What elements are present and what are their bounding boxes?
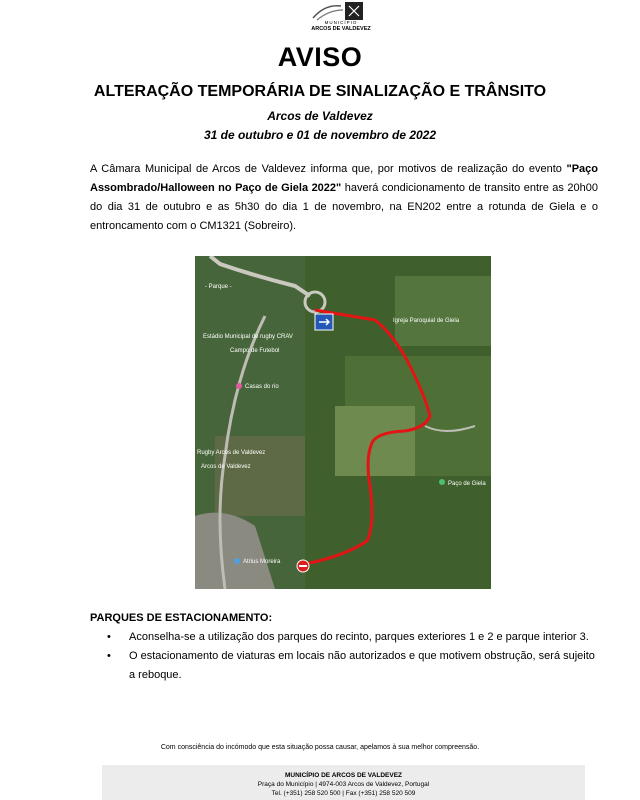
notice-paragraph <box>90 160 598 236</box>
route-map <box>195 256 491 589</box>
bullet-icon: • <box>107 650 111 662</box>
notice-text-intro: A Câmara Municipal de Arcos de Valdevez informa que, por motivos de realização do evento <box>90 163 567 175</box>
closing-note: Com consciência do incómodo que esta situação possa causar, apelamos à sua melhor compreensão. <box>160 744 480 751</box>
list-item-text: Aconselha-se a utilização dos parques do recinto, parques exteriores 1 e 2 e parque interior 3. <box>129 631 589 643</box>
place-marker-icon-2 <box>439 479 445 485</box>
municipality-emblem-icon <box>305 0 377 22</box>
list-item-text: O estacionamento de viaturas em locais não autorizados e que motivem obstrução, será sujeito a reboque. <box>129 650 595 681</box>
map-label-casas: Casas do rio <box>245 384 279 390</box>
map-label-atrius: Atrius Moreira <box>243 559 281 565</box>
page-subtitle: ALTERAÇÃO TEMPORÁRIA DE SINALIZAÇÃO E TRÂNSITO <box>93 83 547 100</box>
bullet-icon: • <box>107 631 111 643</box>
event-name: "Paço Assombrado/Halloween no Paço de Giela 2022" <box>90 163 598 194</box>
map-label-campo: Campo de Futebol <box>230 348 280 354</box>
footer-contacts: Tel. (+351) 258 520 500 | Fax (+351) 258 520 509 <box>271 790 416 797</box>
footer-address: Praça do Município | 4974-003 Arcos de Valdevez, Portugal <box>257 781 430 788</box>
logo-text-name: ARCOS DE VALDEVEZ <box>311 26 371 32</box>
dates-line: 31 de outubro e 01 de novembro de 2022 <box>203 128 437 142</box>
map-label-parque: - Parque - <box>205 284 232 290</box>
place-marker-icon-3 <box>234 558 240 564</box>
map-label-rugby: Rugby Arcos de Valdevez <box>197 450 266 456</box>
municipality-logo <box>305 0 377 34</box>
map-satellite-image <box>195 256 491 589</box>
logo-text-municipio: MUNICÍPIO <box>324 20 358 25</box>
page-title: AVISO <box>277 42 363 72</box>
location-line: Arcos de Valdevez <box>267 109 373 123</box>
parking-section-title: PARQUES DE ESTACIONAMENTO: <box>90 612 273 624</box>
map-label-paco: Paço de Giela <box>448 481 486 487</box>
map-label-arcos: Arcos de Valdevez <box>201 464 251 470</box>
list-item <box>90 647 600 685</box>
map-label-igreja: Igreja Paroquial de Giela <box>393 318 460 324</box>
place-marker-icon <box>236 383 242 389</box>
list-item <box>90 628 600 647</box>
map-label-estadio: Estádio Municipal de rugby CRAV <box>203 334 293 340</box>
footer <box>102 765 585 800</box>
notice-text-rest: haverá condicionamento de transito entre as 20h00 do dia 31 de outubro e as 5h30 do dia 1 de novembro, na EN202 entre a rotunda de Giela e o entroncamento com o CM1321 (Sobreiro). <box>90 182 598 232</box>
footer-name: MUNICÍPIO DE ARCOS DE VALDEVEZ <box>284 772 402 779</box>
parking-list <box>90 628 600 685</box>
